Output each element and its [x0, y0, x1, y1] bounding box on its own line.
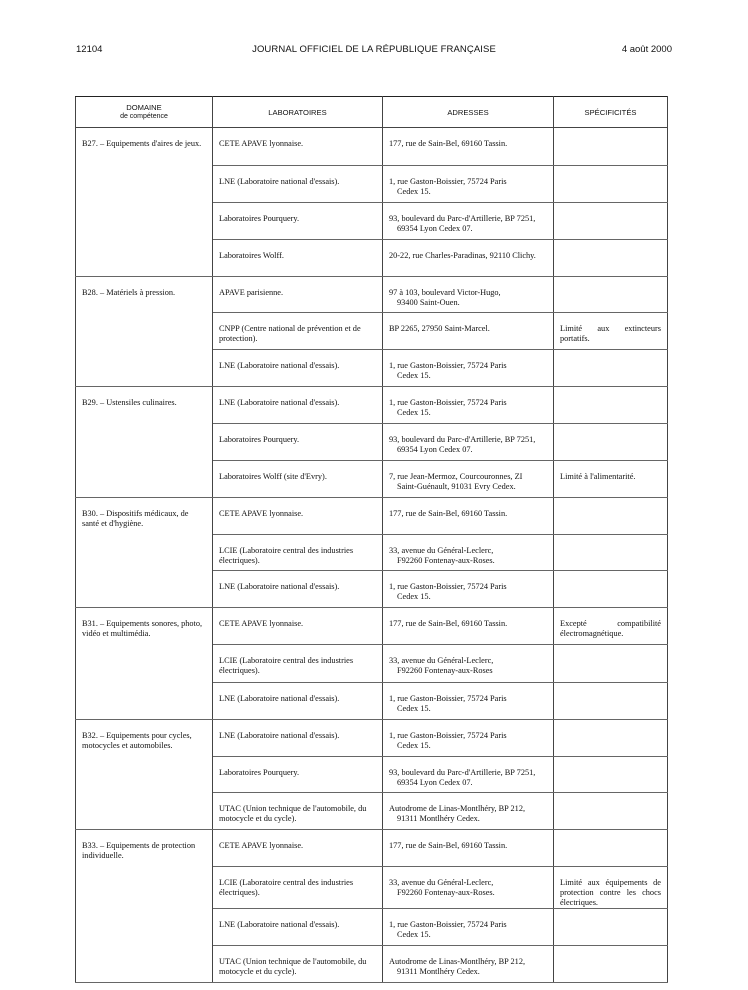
- laboratory-text: Laboratoires Pourquery.: [219, 214, 300, 223]
- specificity-cell: [554, 128, 668, 166]
- specificity-cell: [554, 498, 668, 535]
- address-cell: [383, 240, 554, 277]
- address-cell: [383, 830, 554, 867]
- laboratory-cell: [213, 387, 383, 424]
- table-row: [76, 535, 668, 571]
- specificity-cell: [554, 461, 668, 498]
- address-line-1: 93, boulevard du Parc-d'Artillerie, BP 7251,: [389, 435, 536, 444]
- address-line-1: 1, rue Gaston-Boissier, 75724 Paris: [389, 398, 507, 407]
- address-cell: [383, 387, 554, 424]
- domain-text: B33. – Equipements de protection individuelle.: [82, 841, 196, 860]
- laboratory-cell: [213, 350, 383, 387]
- laboratory-text: CETE APAVE lyonnaise.: [219, 139, 304, 148]
- address-line-2: Cedex 15.: [397, 592, 431, 601]
- column-header-domaine: [76, 97, 213, 128]
- specificity-cell: [554, 793, 668, 830]
- laboratory-cell: [213, 757, 383, 793]
- domain-text: B30. – Dispositifs médicaux, de santé et d'hygiène.: [82, 509, 189, 528]
- specificity-cell: [554, 608, 668, 645]
- address-line-2: F92260 Fontenay-aux-Roses.: [397, 888, 495, 897]
- table-row: [76, 240, 668, 277]
- address-line-2: 69354 Lyon Cedex 07.: [397, 224, 473, 233]
- domain-cell: [76, 387, 213, 424]
- laboratory-cell: [213, 240, 383, 277]
- address-cell: [383, 424, 554, 461]
- address-line-1: 33, avenue du Général-Leclerc,: [389, 546, 494, 555]
- laboratory-cell: [213, 793, 383, 830]
- address-line-1: Autodrome de Linas-Montlhéry, BP 212,: [389, 804, 526, 813]
- domain-cell: [76, 240, 213, 277]
- specificity-cell: [554, 424, 668, 461]
- domain-text: B29. – Ustensiles culinaires.: [82, 398, 177, 407]
- laboratory-text: LNE (Laboratoire national d'essais).: [219, 361, 340, 370]
- address-line-1: 33, avenue du Général-Leclerc,: [389, 656, 494, 665]
- address-cell: [383, 645, 554, 683]
- laboratory-text: Laboratoires Pourquery.: [219, 768, 300, 777]
- specificity-text: Limité aux extincteurs portatifs.: [560, 324, 661, 343]
- table-row: [76, 128, 668, 166]
- domain-cell: [76, 128, 213, 166]
- table-row: [76, 387, 668, 424]
- address-line-1: BP 2265, 27950 Saint-Marcel.: [389, 324, 490, 333]
- page-header: [76, 44, 672, 58]
- laboratory-cell: [213, 498, 383, 535]
- address-line-1: Autodrome de Linas-Montlhéry, BP 212,: [389, 957, 526, 966]
- domain-cell: [76, 535, 213, 571]
- page-number: 12104: [76, 44, 103, 55]
- address-line-1: 1, rue Gaston-Boissier, 75724 Paris: [389, 582, 507, 591]
- laboratory-text: LNE (Laboratoire national d'essais).: [219, 582, 340, 591]
- column-header-laboratoires: LABORATOIRES: [213, 97, 383, 128]
- laboratory-text: Laboratoires Wolff.: [219, 251, 284, 260]
- laboratory-cell: [213, 867, 383, 909]
- domaine-label: DOMAINE: [126, 103, 162, 112]
- domain-cell: [76, 645, 213, 683]
- address-line-2: F92260 Fontenay-aux-Roses.: [397, 556, 495, 565]
- address-line-2: Cedex 15.: [397, 187, 431, 196]
- publication-date: 4 août 2000: [621, 44, 672, 55]
- specificity-cell: [554, 313, 668, 350]
- domain-cell: [76, 683, 213, 720]
- specificity-cell: [554, 830, 668, 867]
- address-cell: [383, 350, 554, 387]
- address-line-1: 1, rue Gaston-Boissier, 75724 Paris: [389, 361, 507, 370]
- domaine-sub-label: de compétence: [120, 113, 168, 120]
- address-line-1: 7, rue Jean-Mermoz, Courcouronnes, ZI: [389, 472, 523, 481]
- address-cell: [383, 720, 554, 757]
- laboratory-cell: [213, 461, 383, 498]
- address-cell: [383, 128, 554, 166]
- address-cell: [383, 867, 554, 909]
- laboratory-text: LNE (Laboratoire national d'essais).: [219, 398, 340, 407]
- domain-cell: [76, 424, 213, 461]
- domain-text: B28. – Matériels à pression.: [82, 288, 176, 297]
- address-line-1: 1, rue Gaston-Boissier, 75724 Paris: [389, 177, 507, 186]
- domain-cell: [76, 830, 213, 867]
- domain-cell: [76, 166, 213, 203]
- table-row: [76, 867, 668, 909]
- address-line-2: 93400 Saint-Ouen.: [397, 298, 460, 307]
- specificity-cell: [554, 350, 668, 387]
- laboratory-text: LNE (Laboratoire national d'essais).: [219, 177, 340, 186]
- specificity-cell: [554, 867, 668, 909]
- specificity-cell: [554, 909, 668, 946]
- laboratory-text: LCIE (Laboratoire central des industries électriques).: [219, 878, 354, 897]
- address-line-2: Cedex 15.: [397, 930, 431, 939]
- laboratory-cell: [213, 909, 383, 946]
- laboratory-cell: [213, 830, 383, 867]
- address-line-2: 69354 Lyon Cedex 07.: [397, 445, 473, 454]
- specificity-cell: [554, 277, 668, 313]
- address-cell: [383, 461, 554, 498]
- table-row: [76, 830, 668, 867]
- laboratory-cell: [213, 313, 383, 350]
- laboratory-text: CETE APAVE lyonnaise.: [219, 619, 304, 628]
- address-line-1: 1, rue Gaston-Boissier, 75724 Paris: [389, 731, 507, 740]
- table-row: [76, 645, 668, 683]
- address-cell: [383, 793, 554, 830]
- specificity-cell: [554, 683, 668, 720]
- laboratory-cell: [213, 571, 383, 608]
- table-row: [76, 461, 668, 498]
- address-line-1: 97 à 103, boulevard Victor-Hugo,: [389, 288, 501, 297]
- table-row: [76, 313, 668, 350]
- domain-cell: [76, 867, 213, 909]
- specificity-cell: [554, 535, 668, 571]
- domain-cell: [76, 313, 213, 350]
- address-cell: [383, 909, 554, 946]
- specificity-text: Limité aux équipements de protection contre les chocs électriques.: [560, 878, 661, 907]
- domain-cell: [76, 498, 213, 535]
- table-row: [76, 608, 668, 645]
- laboratory-text: CETE APAVE lyonnaise.: [219, 509, 304, 518]
- specificity-cell: [554, 645, 668, 683]
- column-header-adresses: ADRESSES: [383, 97, 554, 128]
- table-row: [76, 720, 668, 757]
- table-row: [76, 424, 668, 461]
- domain-cell: [76, 277, 213, 313]
- domain-cell: [76, 909, 213, 946]
- laboratory-cell: [213, 946, 383, 983]
- address-line-1: 177, rue de Sain-Bel, 69160 Tassin.: [389, 509, 508, 518]
- address-line-1: 177, rue de Sain-Bel, 69160 Tassin.: [389, 139, 508, 148]
- table-row: [76, 946, 668, 983]
- table-body: [76, 128, 668, 983]
- domain-cell: [76, 793, 213, 830]
- laboratories-table: [75, 96, 668, 983]
- address-line-1: 93, boulevard du Parc-d'Artillerie, BP 7251,: [389, 768, 536, 777]
- specificity-cell: [554, 571, 668, 608]
- table-row: [76, 277, 668, 313]
- laboratory-text: CETE APAVE lyonnaise.: [219, 841, 304, 850]
- table-header-row: [76, 97, 668, 128]
- address-line-1: 33, avenue du Général-Leclerc,: [389, 878, 494, 887]
- laboratory-text: Laboratoires Wolff (site d'Evry).: [219, 472, 327, 481]
- laboratory-cell: [213, 203, 383, 240]
- address-cell: [383, 277, 554, 313]
- laboratory-text: UTAC (Union technique de l'automobile, du motocycle et du cycle).: [219, 804, 367, 823]
- table-row: [76, 909, 668, 946]
- domain-cell: [76, 608, 213, 645]
- domain-cell: [76, 757, 213, 793]
- address-line-1: 177, rue de Sain-Bel, 69160 Tassin.: [389, 619, 508, 628]
- domain-cell: [76, 350, 213, 387]
- domain-text: B31. – Equipements sonores, photo, vidéo et multimédia.: [82, 619, 203, 638]
- laboratory-cell: [213, 720, 383, 757]
- address-line-2: Cedex 15.: [397, 408, 431, 417]
- laboratory-text: LNE (Laboratoire national d'essais).: [219, 920, 340, 929]
- address-cell: [383, 166, 554, 203]
- address-line-2: Cedex 15.: [397, 741, 431, 750]
- table-row: [76, 498, 668, 535]
- address-line-2: F92260 Fontenay-aux-Roses: [397, 666, 493, 675]
- address-cell: [383, 203, 554, 240]
- specificity-cell: [554, 166, 668, 203]
- table-row: [76, 683, 668, 720]
- address-line-2: Saint-Guénault, 91031 Evry Cedex.: [397, 482, 516, 491]
- specificity-cell: [554, 757, 668, 793]
- domain-cell: [76, 720, 213, 757]
- laboratory-text: LCIE (Laboratoire central des industries électriques).: [219, 656, 354, 675]
- address-cell: [383, 946, 554, 983]
- address-line-1: 1, rue Gaston-Boissier, 75724 Paris: [389, 694, 507, 703]
- domain-cell: [76, 461, 213, 498]
- address-cell: [383, 313, 554, 350]
- laboratory-text: CNPP (Centre national de prévention et de protection).: [219, 324, 361, 343]
- laboratory-cell: [213, 128, 383, 166]
- domain-text: B27. – Equipements d'aires de jeux.: [82, 139, 202, 148]
- address-line-1: 1, rue Gaston-Boissier, 75724 Paris: [389, 920, 507, 929]
- domain-cell: [76, 203, 213, 240]
- table-row: [76, 350, 668, 387]
- laboratory-text: LNE (Laboratoire national d'essais).: [219, 731, 340, 740]
- address-line-2: 91311 Montlhéry Cedex.: [397, 967, 480, 976]
- laboratory-cell: [213, 277, 383, 313]
- domain-cell: [76, 571, 213, 608]
- address-line-1: 20-22, rue Charles-Paradinas, 92110 Clichy.: [389, 251, 536, 260]
- specificity-text: Excepté compatibilité électromagnétique.: [560, 619, 661, 638]
- laboratory-cell: [213, 424, 383, 461]
- address-line-1: 177, rue de Sain-Bel, 69160 Tassin.: [389, 841, 508, 850]
- address-cell: [383, 535, 554, 571]
- table-row: [76, 203, 668, 240]
- laboratory-text: LCIE (Laboratoire central des industries électriques).: [219, 546, 354, 565]
- laboratory-cell: [213, 683, 383, 720]
- laboratory-text: Laboratoires Pourquery.: [219, 435, 300, 444]
- specificity-cell: [554, 387, 668, 424]
- table-row: [76, 757, 668, 793]
- address-cell: [383, 608, 554, 645]
- laboratory-cell: [213, 645, 383, 683]
- address-line-2: Cedex 15.: [397, 371, 431, 380]
- table-row: [76, 793, 668, 830]
- specificity-cell: [554, 720, 668, 757]
- address-cell: [383, 571, 554, 608]
- table-row: [76, 571, 668, 608]
- address-line-1: 93, boulevard du Parc-d'Artillerie, BP 7251,: [389, 214, 536, 223]
- address-cell: [383, 498, 554, 535]
- laboratory-text: APAVE parisienne.: [219, 288, 284, 297]
- laboratory-text: UTAC (Union technique de l'automobile, du motocycle et du cycle).: [219, 957, 367, 976]
- specificity-text: Limité à l'alimentarité.: [560, 472, 636, 481]
- specificity-cell: [554, 203, 668, 240]
- table-row: [76, 166, 668, 203]
- address-cell: [383, 683, 554, 720]
- laboratory-cell: [213, 535, 383, 571]
- domain-text: B32. – Equipements pour cycles, motocycles et automobiles.: [82, 731, 192, 750]
- laboratory-cell: [213, 166, 383, 203]
- address-cell: [383, 757, 554, 793]
- specificity-cell: [554, 946, 668, 983]
- specificity-cell: [554, 240, 668, 277]
- domain-cell: [76, 946, 213, 983]
- laboratory-text: LNE (Laboratoire national d'essais).: [219, 694, 340, 703]
- journal-title: JOURNAL OFFICIEL DE LA RÉPUBLIQUE FRANÇAISE: [252, 44, 496, 55]
- address-line-2: 69354 Lyon Cedex 07.: [397, 778, 473, 787]
- address-line-2: 91311 Montlhéry Cedex.: [397, 814, 480, 823]
- address-line-2: Cedex 15.: [397, 704, 431, 713]
- laboratory-cell: [213, 608, 383, 645]
- column-header-specificites: SPÉCIFICITÉS: [554, 97, 668, 128]
